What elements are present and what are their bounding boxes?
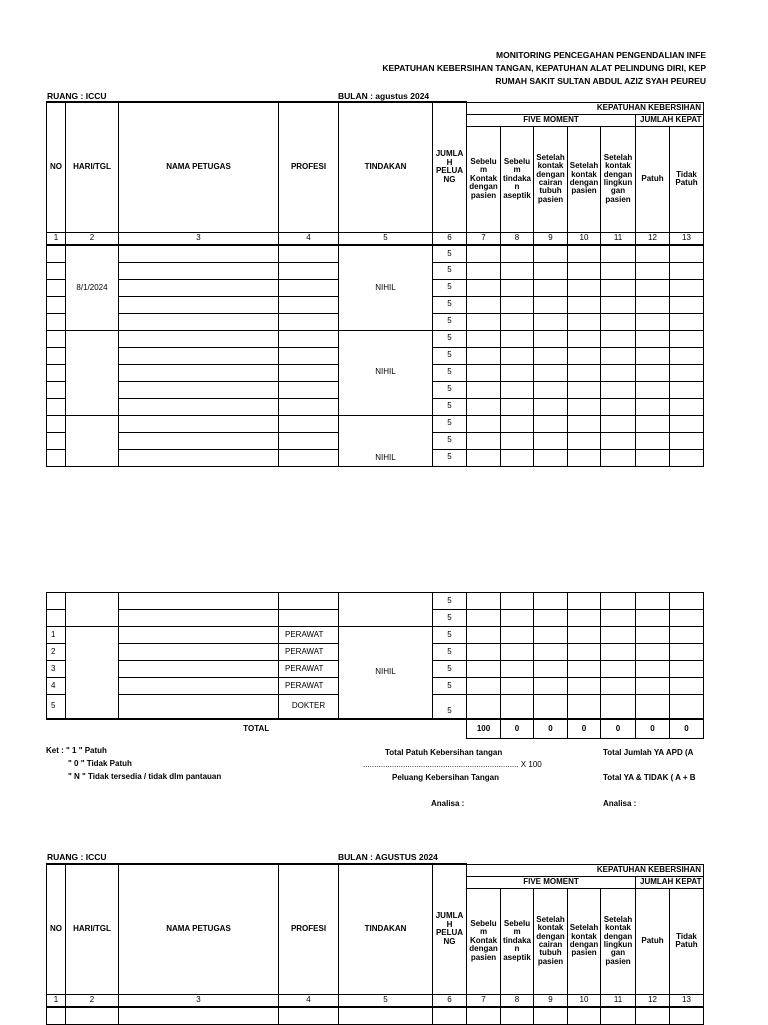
total-label: TOTAL: [47, 719, 467, 739]
table-row: 5: [47, 279, 704, 296]
formula-divider: ...................................................................... X 100: [363, 760, 542, 769]
header-jumlah-peluang: JUMLA H PELUA NG: [433, 102, 467, 232]
tindakan-cell: NIHIL: [339, 245, 433, 330]
header-no: NO: [47, 102, 66, 232]
total-peluang: 100: [467, 719, 501, 739]
formula-denominator: Peluang Kebersihan Tangan: [392, 773, 499, 782]
table-row: 4 PERAWAT 5: [47, 678, 704, 695]
monitoring-table-3: NO HARI/TGL NAMA PETUGAS PROFESI TINDAKAN JUMLA H PELUA NG KEPATUHAN KEBERSIHAN FIVE MOMENT JUMLAH KEPAT Sebelu m Kontak dengan pasien Sebelu m tindaka n aseptik Setelah kontak dengan cairan tubuh pasien Setelah kontak dengan pasien Setelah kontak dengan lingkun gan pasien Patuh Tidak Patuh 1 2 3 4 5 6 7 8 9 10 11 12 13: [46, 863, 704, 1025]
table-row: 5: [47, 364, 704, 381]
header-moment-5: Setelah kontak dengan lingkun gan pasien: [601, 126, 636, 232]
header-nama-petugas: NAMA PETUGAS: [119, 102, 279, 232]
analisa-hand-hygiene: Analisa :: [431, 799, 465, 808]
table-row: NIHIL 5: [47, 415, 704, 432]
page-edge-mask: [706, 0, 768, 1024]
header-kepatuhan-group: KEPATUHAN KEBERSIHAN: [467, 102, 704, 114]
analisa-apd: Analisa :: [603, 799, 637, 808]
table-row: 1 PERAWAT NIHIL 5: [47, 627, 704, 644]
ruang-label: RUANG : ICCU: [47, 91, 107, 101]
header-jumlah-kepatuhan: JUMLAH KEPAT: [636, 114, 704, 126]
header-five-moment: FIVE MOMENT: [467, 114, 636, 126]
tindakan-cell: NIHIL: [339, 330, 433, 415]
table-row: NIHIL 5: [47, 330, 704, 347]
header-profesi: PROFESI: [279, 102, 339, 232]
bulan-label-2: BULAN : AGUSTUS 2024: [338, 852, 438, 862]
monitoring-table-2: [46, 592, 704, 739]
header-tidak-patuh: Tidak Patuh: [670, 126, 704, 232]
bulan-label: BULAN : agustus 2024: [338, 91, 430, 101]
table-row: 5: [47, 381, 704, 398]
date-cell: 8/1/2024: [66, 245, 119, 330]
header-tindakan: TINDAKAN: [339, 102, 433, 232]
table-row: 5 DOKTER 5: [47, 695, 704, 719]
table-row: 5: [47, 296, 704, 313]
report-title-line-2: KEPATUHAN KEBERSIHAN TANGAN, KEPATUHAN ALAT PELINDUNG DIRI, KEP: [382, 63, 706, 73]
report-title-line-1: MONITORING PENCEGAHAN PENGENDALIAN INFE: [496, 50, 706, 60]
table-row: 5: [47, 432, 704, 449]
report-title-line-3: RUMAH SAKIT SULTAN ABDUL AZIZ SYAH PEUREU: [495, 76, 706, 86]
legend-tidak-patuh: " 0 " Tidak Patuh: [68, 759, 132, 768]
table-row: 5: [47, 262, 704, 279]
table-row: 8/1/2024 NIHIL 5: [47, 245, 704, 262]
table-row: [47, 1007, 704, 1024]
tindakan-cell: NIHIL: [339, 627, 433, 719]
ruang-label-2: RUANG : ICCU: [47, 852, 107, 862]
apd-denominator: Total YA & TIDAK ( A + B: [603, 773, 696, 782]
table-row: 5: [47, 398, 704, 415]
table-row: 5: [47, 610, 704, 627]
table-row: 3 PERAWAT 5: [47, 661, 704, 678]
table-row: 2 PERAWAT 5: [47, 644, 704, 661]
table-row: 5: [47, 449, 704, 466]
tindakan-cell: NIHIL: [339, 415, 433, 466]
monitoring-table-1: [46, 101, 704, 467]
header-moment-4: Setelah kontak dengan pasien: [568, 126, 601, 232]
table-row: 5: [47, 313, 704, 330]
header-moment-2: Sebelu m tindaka n aseptik: [501, 126, 534, 232]
header-patuh: Patuh: [636, 126, 670, 232]
table-row: 5: [47, 593, 704, 610]
legend-tidak-tersedia: " N " Tidak tersedia / tidak dlm pantauan: [68, 772, 222, 781]
header-moment-1: Sebelu m Kontak dengan pasien: [467, 126, 501, 232]
column-number-row: 1 2 3 4 5 6 7 8 9 10 11 12 13: [47, 994, 704, 1007]
formula-numerator: Total Patuh Kebersihan tangan: [385, 748, 503, 757]
column-number-row: 1 2 3 4 5 6 7 8 9 10 11 12 13: [47, 232, 704, 245]
total-row: TOTAL 100 0 0 0 0 0 0: [47, 719, 704, 739]
header-hari-tgl: HARI/TGL: [66, 102, 119, 232]
table-row: 5: [47, 347, 704, 364]
apd-numerator: Total Jumlah YA APD (A: [603, 748, 694, 757]
legend-patuh: Ket : " 1 " Patuh: [46, 746, 107, 755]
header-moment-3: Setelah kontak dengan cairan tubuh pasien: [534, 126, 568, 232]
